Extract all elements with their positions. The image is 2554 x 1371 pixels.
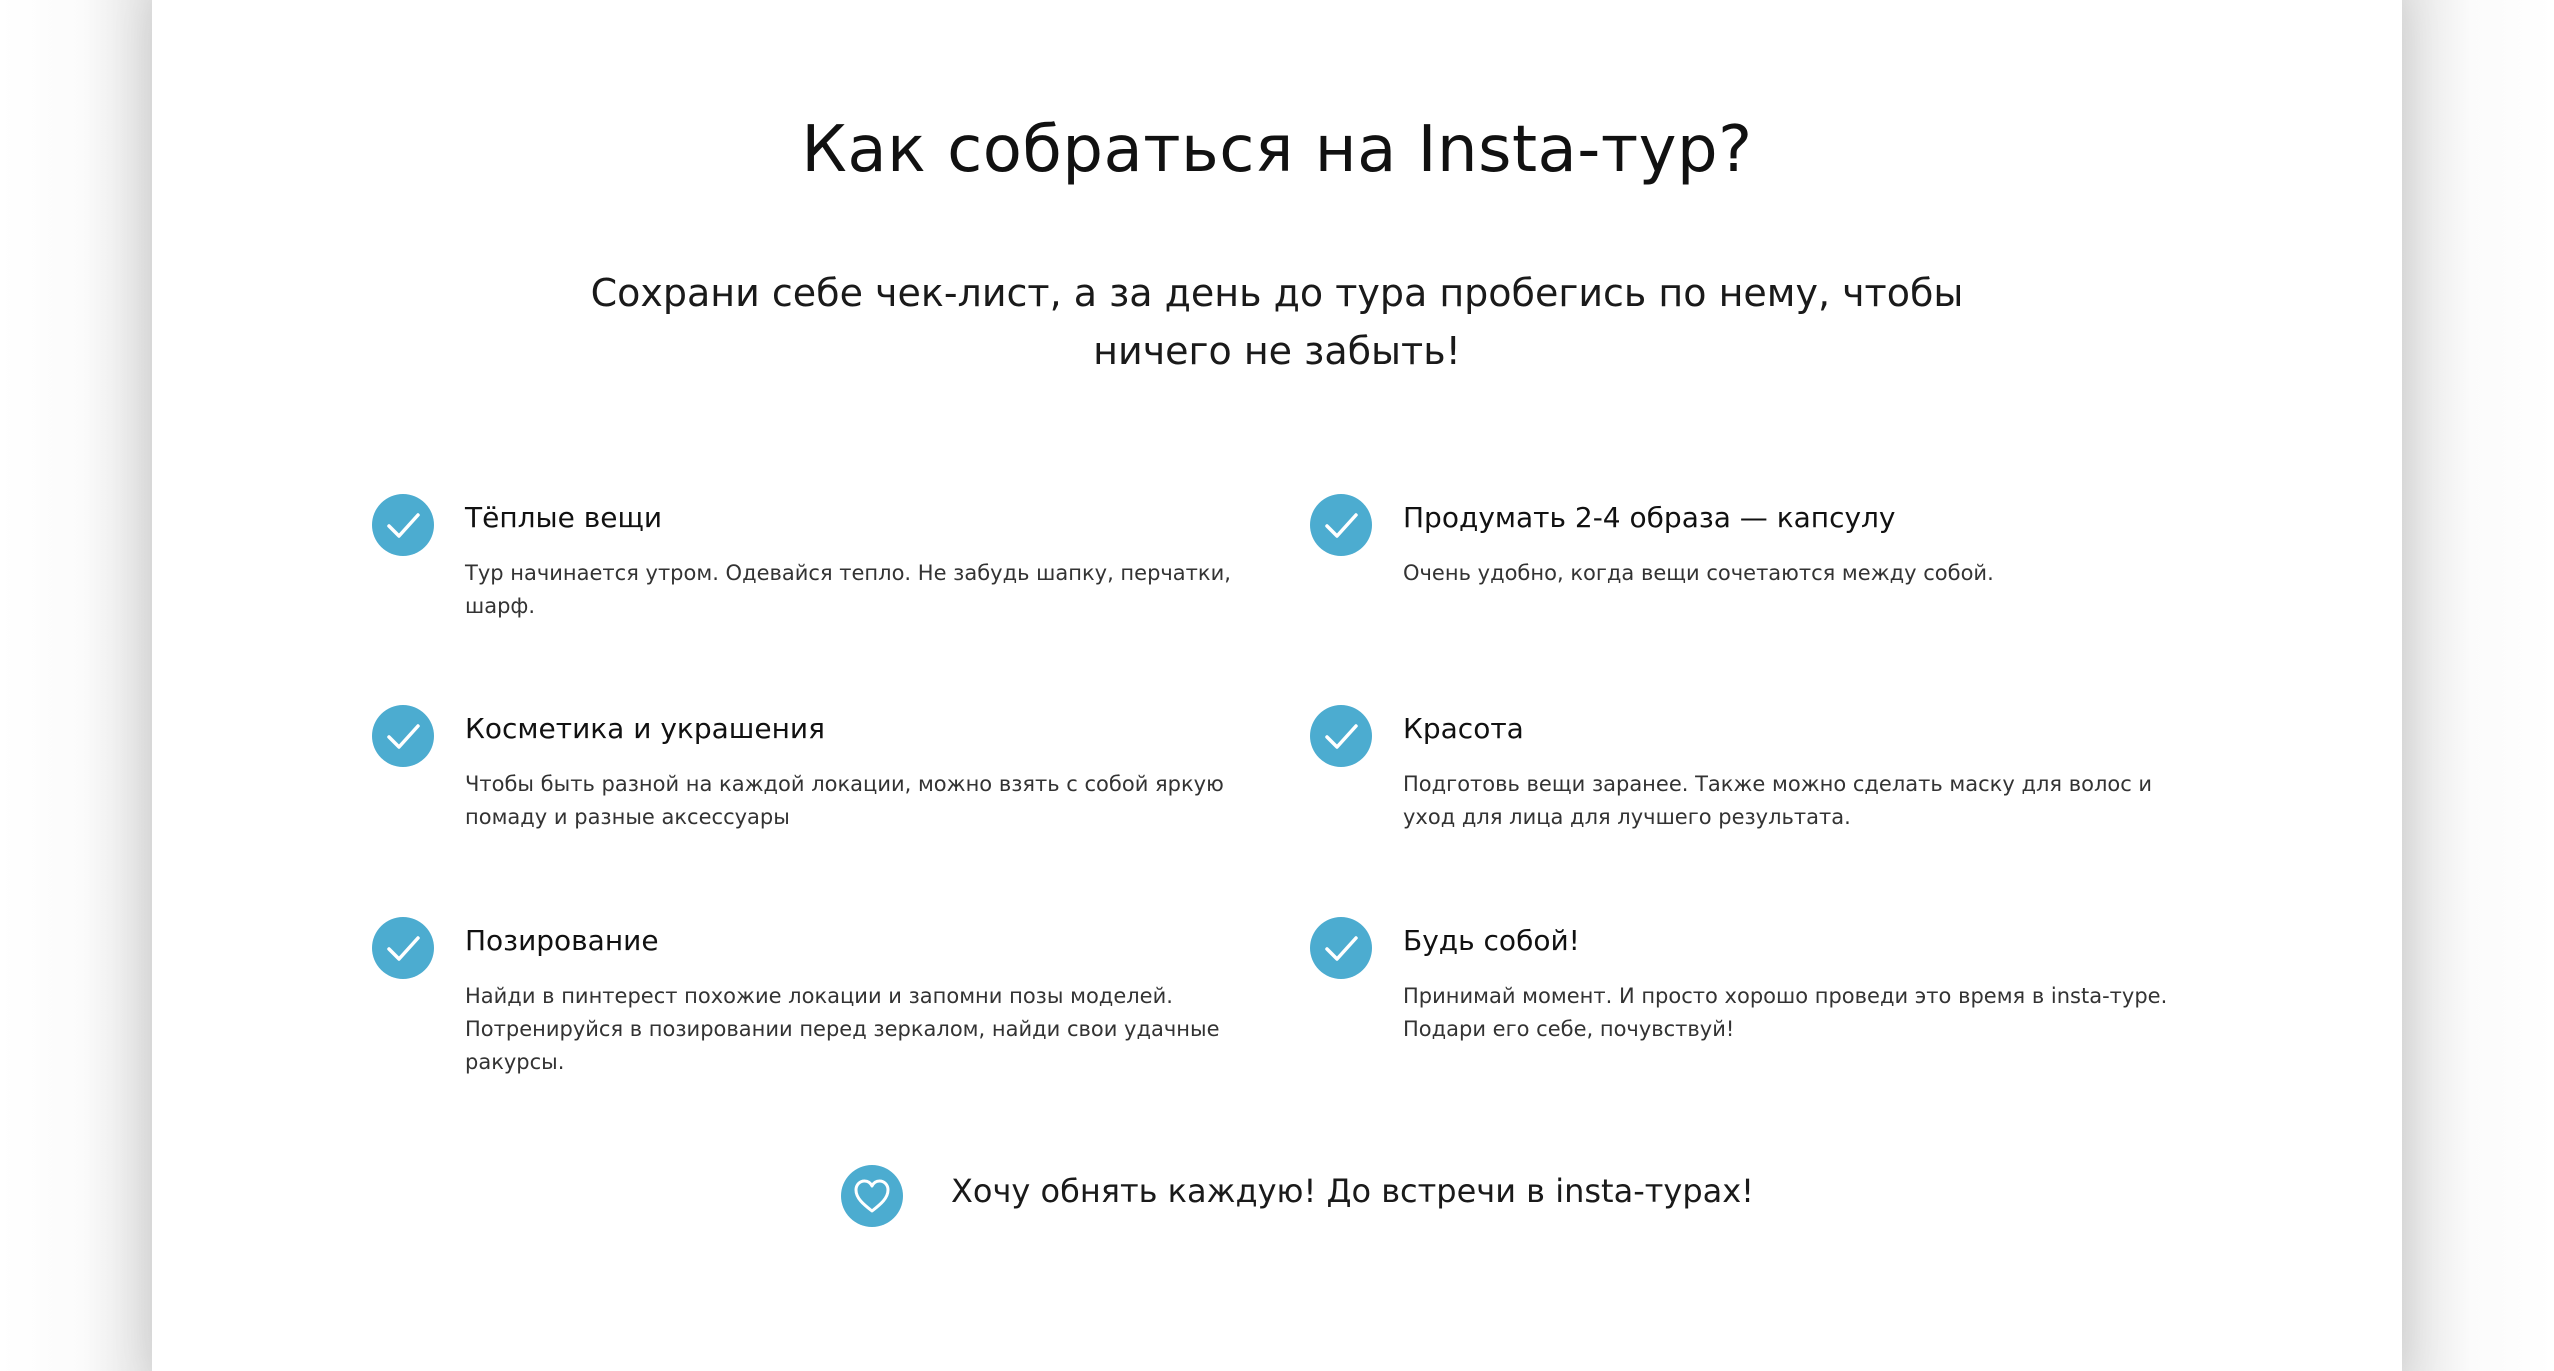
- check-circle-icon: [372, 917, 434, 979]
- checklist-item-text: Подготовь вещи заранее. Также можно сделать маску для волос и уход для лица для лучшего результата.: [1403, 772, 2153, 829]
- checklist-item-title: Красота: [1403, 712, 1524, 745]
- check-circle-icon: [1310, 917, 1372, 979]
- checklist-item-title: Продумать 2-4 образа — капсулу: [1403, 501, 1896, 534]
- checklist-item-text: Найди в пинтерест похожие локации и запомни позы моделей. Потренируйся в позировании перед зеркалом, найди свои удачные ракурсы.: [465, 984, 1220, 1074]
- checklist-item-title: Будь собой!: [1403, 924, 1580, 957]
- checklist-item-title: Позирование: [465, 924, 659, 957]
- checklist-item-title: Тёплые вещи: [465, 501, 663, 534]
- heart-icon: [841, 1165, 903, 1227]
- page-background-right: [2402, 0, 2554, 1371]
- checklist-item-text: Тур начинается утром. Одевайся тепло. Не забудь шапку, перчатки, шарф.: [465, 561, 1231, 618]
- checklist-section: [152, 0, 2402, 1371]
- check-circle-icon: [372, 705, 434, 767]
- checklist-item-text: Очень удобно, когда вещи сочетаются между собой.: [1403, 561, 1994, 585]
- checklist-item-title: Косметика и украшения: [465, 712, 825, 745]
- section-subtitle: Сохрани себе чек-лист, а за день до тура пробегись по нему, чтобы ничего не забыть!: [590, 271, 1964, 373]
- check-circle-icon: [372, 494, 434, 556]
- check-circle-icon: [1310, 705, 1372, 767]
- check-circle-icon: [1310, 494, 1372, 556]
- section-title: Как собраться на Insta-тур?: [801, 113, 1753, 187]
- page-background-left: [0, 0, 152, 1371]
- footer-text: Хочу обнять каждую! До встречи в insta-турах!: [951, 1172, 1754, 1210]
- checklist-item-text: Чтобы быть разной на каждой локации, можно взять с собой яркую помаду и разные аксессуары: [465, 772, 1224, 829]
- footer-message: [841, 1165, 1841, 1229]
- checklist-item-text: Принимай момент. И просто хорошо проведи это время в insta-туре. Подари его себе, почувствуй!: [1403, 984, 2168, 1041]
